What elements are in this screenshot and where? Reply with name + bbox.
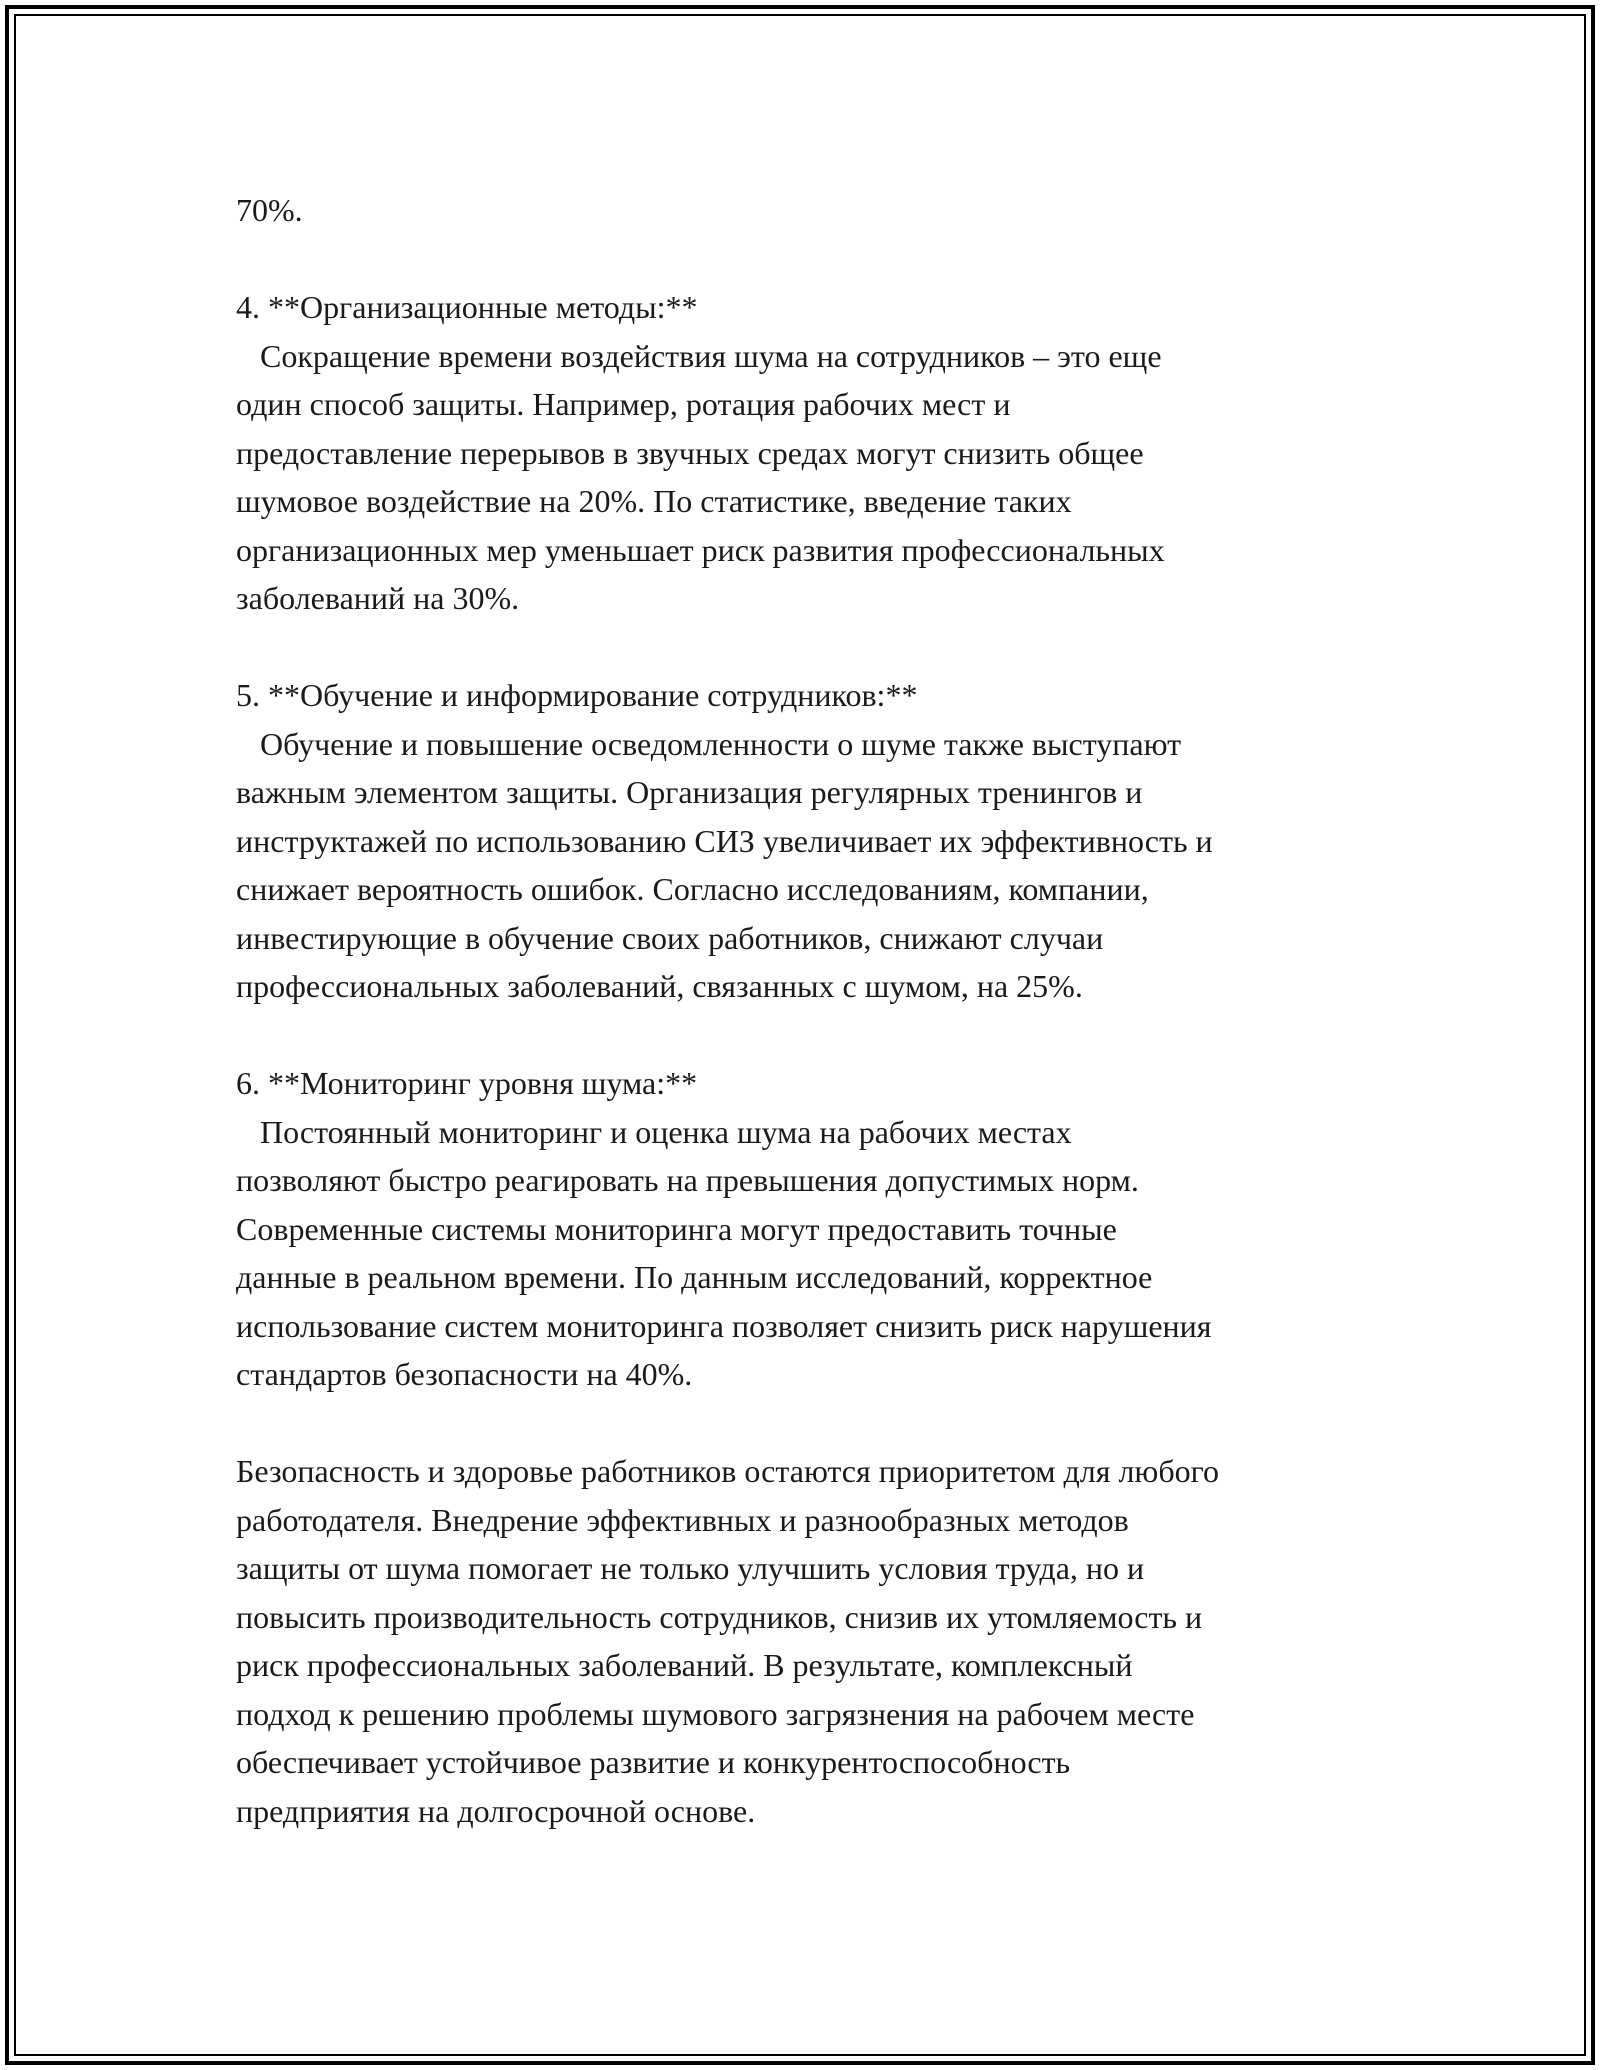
text-line: данные в реальном времени. По данным исследований, корректное bbox=[236, 1259, 1153, 1295]
text-line: обеспечивает устойчивое развитие и конкурентоспособность bbox=[236, 1744, 1071, 1780]
text-line: защиты от шума помогает не только улучшить условия труда, но и bbox=[236, 1550, 1145, 1586]
text-line: снижает вероятность ошибок. Согласно исследованиям, компании, bbox=[236, 871, 1149, 907]
text-line: инвестирующие в обучение своих работников, снижают случаи bbox=[236, 919, 1104, 956]
blank-line bbox=[236, 1011, 1396, 1060]
text-line: предприятия на долгосрочной основе. bbox=[236, 1792, 756, 1829]
document-body bbox=[236, 186, 1396, 1835]
text-line: риск профессиональных заболеваний. В результате, комплексный bbox=[236, 1647, 1133, 1683]
text-line: повысить производительность сотрудников, снизив их утомляемость и bbox=[236, 1598, 1203, 1635]
text-line: инструктажей по использованию СИЗ увеличивает их эффективность и bbox=[236, 822, 1213, 859]
text-line: работодателя. Внедрение эффективных и разнообразных методов bbox=[236, 1501, 1129, 1538]
text-line: заболеваний на 30%. bbox=[236, 580, 520, 616]
text-line: использование систем мониторинга позволяет снизить риск нарушения bbox=[236, 1307, 1212, 1344]
text-line: Сокращение времени воздействия шума на сотрудников – это еще bbox=[236, 337, 1162, 374]
text-line: Современные системы мониторинга могут предоставить точные bbox=[236, 1210, 1117, 1247]
text-line: один способ защиты. Например, ротация рабочих мест и bbox=[236, 386, 1011, 422]
text-line: организационных мер уменьшает риск развития профессиональных bbox=[236, 531, 1165, 568]
section-heading: 4. **Организационные методы:** bbox=[236, 289, 698, 325]
text-line: Обучение и повышение осведомленности о шуме также выступают bbox=[236, 725, 1182, 762]
blank-line bbox=[236, 623, 1396, 672]
text-line: позволяют быстро реагировать на превышения допустимых норм. bbox=[236, 1162, 1139, 1198]
section-heading: 6. **Мониторинг уровня шума:** bbox=[236, 1065, 698, 1101]
text-line: профессиональных заболеваний, связанных с шумом, на 25%. bbox=[236, 968, 1083, 1004]
text-line: стандартов безопасности на 40%. bbox=[236, 1356, 693, 1392]
blank-line bbox=[236, 235, 1396, 284]
text-line: 70%. bbox=[236, 192, 303, 228]
text-line: шумовое воздействие на 20%. По статистике, введение таких bbox=[236, 483, 1072, 519]
text-line: предоставление перерывов в звучных средах могут снизить общее bbox=[236, 434, 1144, 471]
blank-line bbox=[236, 1399, 1396, 1448]
text-line: важным элементом защиты. Организация регулярных тренингов и bbox=[236, 774, 1143, 810]
text-line: подход к решению проблемы шумового загрязнения на рабочем месте bbox=[236, 1695, 1195, 1732]
text-line: Безопасность и здоровье работников остаются приоритетом для любого bbox=[236, 1453, 1219, 1489]
text-line: Постоянный мониторинг и оценка шума на рабочих местах bbox=[236, 1113, 1072, 1150]
section-heading: 5. **Обучение и информирование сотрудников:** bbox=[236, 677, 918, 713]
